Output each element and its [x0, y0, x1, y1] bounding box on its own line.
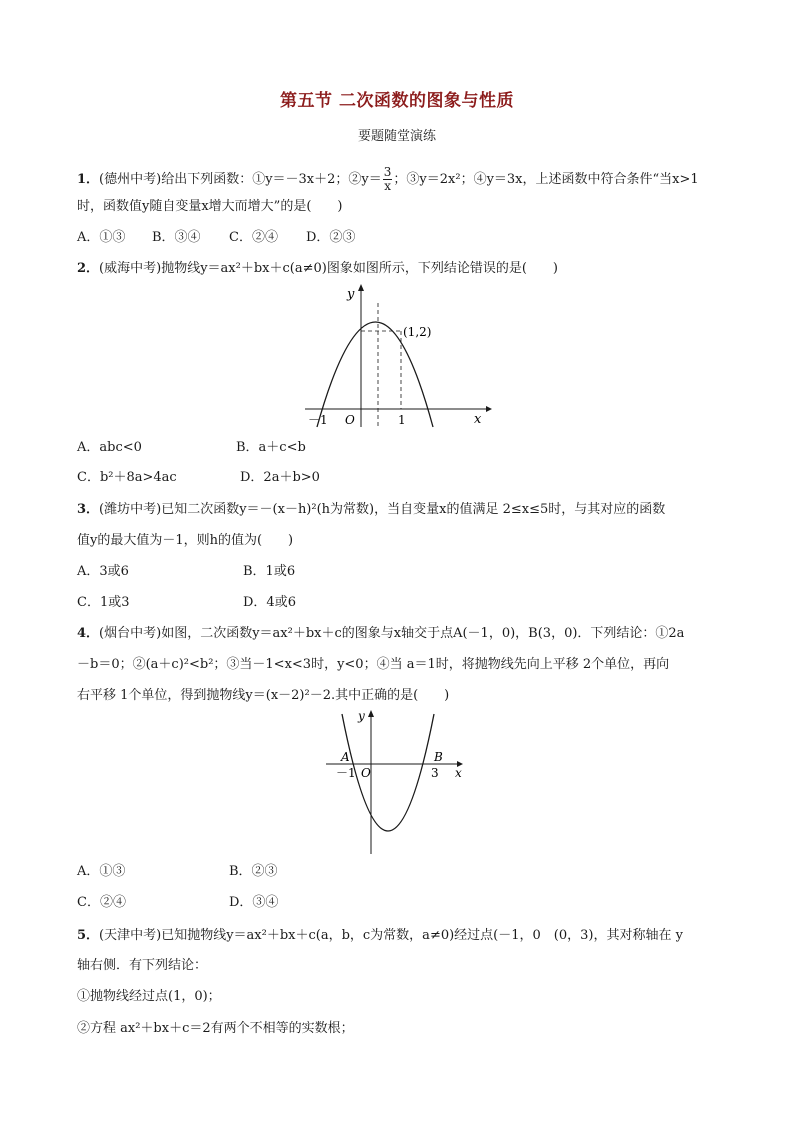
- q4-line3: 右平移 1个单位，得到抛物线y＝(x－2)²－2.其中正确的是( ): [77, 688, 450, 703]
- q4-option-d: D．③④: [229, 895, 279, 910]
- q5-line4: ②方程 ax²＋bx＋c＝2有两个不相等的实数根；: [77, 1021, 354, 1036]
- q2-option-d: D．2a＋b>0: [240, 470, 320, 485]
- q2-origin-label: O: [345, 413, 355, 427]
- q1-option-d: D．②③: [306, 230, 356, 245]
- q2-y-label: y: [347, 287, 355, 302]
- q4-tick-neg1: －1: [336, 766, 356, 780]
- q2-option-c: C．b²＋8a>4ac: [77, 470, 177, 485]
- q1-line2: 时，函数值y随自变量x增大而增大”的是( ): [77, 199, 343, 214]
- q2-point-label: (1,2): [403, 325, 432, 339]
- q2-option-a: A．abc<0: [77, 440, 142, 455]
- q1-option-a: A．①③: [77, 230, 126, 245]
- q2-figure: [300, 282, 500, 432]
- q4-option-b: B．②③: [229, 864, 278, 879]
- q4-option-c: C．②④: [77, 895, 126, 910]
- q4-tick-3: 3: [431, 766, 439, 780]
- q2-option-b: B．a＋c<b: [236, 440, 306, 455]
- q2-tick-neg1: －1: [308, 413, 328, 427]
- q1-option-b: B．③④: [152, 230, 201, 245]
- q4-origin-label: O: [361, 766, 371, 780]
- q1-number: 1．: [77, 172, 100, 187]
- q4-point-b: B: [434, 750, 443, 764]
- q4-text: (烟台中考)如图，二次函数y＝ax²＋bx＋c的图象与x轴交于点A(－1，0)，B(3，0)．下列结论：①2a: [99, 626, 685, 641]
- q1-text-b: ；③y＝2x²；④y＝3x，上述函数中符合条件“当x>1: [393, 172, 699, 187]
- q2-y-arrow: [358, 284, 364, 291]
- q3-line1: [77, 502, 665, 518]
- q5-line1: [77, 928, 683, 944]
- q1-line1: [77, 166, 699, 193]
- q2-text: (威海中考)抛物线y＝ax²＋bx＋c(a≠0)图象如图所示，下列结论错误的是( ): [99, 261, 558, 276]
- q4-x-label: x: [455, 766, 462, 780]
- q4-line2: －b＝0；②(a＋c)²<b²；③当－1<x<3时，y<0；④当 a＝1时，将抛物线先向上平移 2个单位，再向: [77, 657, 670, 672]
- q5-number: 5．: [77, 928, 100, 943]
- q1-frac-num: 3: [383, 165, 392, 179]
- q5-line3: ①抛物线经过点(1，0)；: [77, 989, 221, 1004]
- q3-option-c: C．1或3: [77, 595, 130, 610]
- q4-number: 4．: [77, 626, 100, 641]
- q4-point-a: A: [341, 750, 350, 764]
- q4-y-label: y: [358, 709, 365, 723]
- q3-line2: 值y的最大值为－1，则h的值为( ): [77, 533, 294, 548]
- q3-option-a: A．3或6: [77, 564, 129, 579]
- page-title: 第五节 二次函数的图象与性质: [280, 91, 514, 111]
- q2-x-arrow: [486, 406, 492, 412]
- q4-parabola: [342, 714, 434, 831]
- q3-option-d: D．4或6: [243, 595, 296, 610]
- q5-line2: 轴右侧．有下列结论：: [77, 958, 208, 973]
- page-subtitle: 要题随堂演练: [357, 129, 436, 144]
- q1-fraction: [383, 166, 393, 193]
- q2-line1: [77, 261, 558, 277]
- q5-text: (天津中考)已知抛物线y＝ax²＋bx＋c(a，b，c为常数，a≠0)经过点(－1，0 (0，3)，其对称轴在 y: [99, 928, 683, 943]
- q4-y-arrow: [368, 710, 374, 717]
- q1-frac-den: x: [384, 179, 391, 193]
- q4-figure: [322, 706, 472, 858]
- q4-line1: [77, 626, 684, 642]
- q1-option-c: C．②④: [229, 230, 278, 245]
- q2-x-label: x: [474, 412, 482, 427]
- q4-option-a: A．①③: [77, 864, 126, 879]
- q1-text-a: (德州中考)给出下列函数：①y＝－3x＋2；②y＝: [99, 172, 382, 187]
- q3-number: 3．: [77, 502, 100, 517]
- q2-number: 2．: [77, 261, 100, 276]
- q2-tick-1: 1: [398, 413, 406, 427]
- q3-text: (潍坊中考)已知二次函数y＝－(x－h)²(h为常数)，当自变量x的值满足 2≤x≤5时，与其对应的函数: [99, 502, 666, 517]
- q3-option-b: B．1或6: [243, 564, 296, 579]
